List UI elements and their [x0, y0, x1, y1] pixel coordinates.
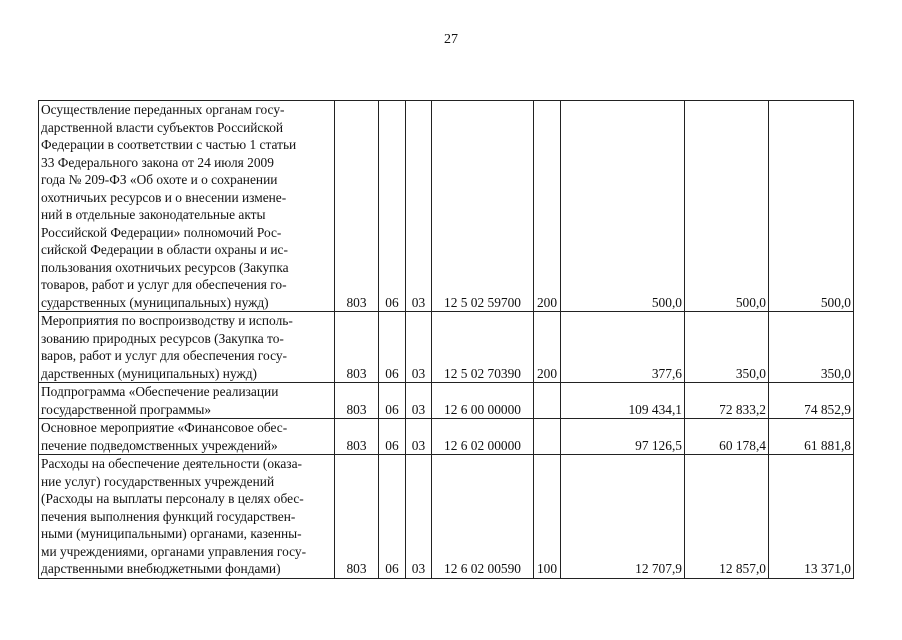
description-line: варов, работ и услуг для обеспечения госу- [41, 348, 287, 363]
subsection-code-cell: 03 [406, 101, 432, 312]
amount-year-2-cell: 60 178,4 [685, 419, 769, 455]
description-line: Подпрограмма «Обеспечение реализации [41, 384, 279, 399]
table-row [39, 383, 854, 419]
amount-year-2-cell: 500,0 [685, 101, 769, 312]
expense-description [41, 419, 332, 454]
description-line: пользования охотничьих ресурсов (Закупка [41, 259, 289, 275]
amount-year-1-cell: 12 707,9 [561, 455, 685, 579]
ministry-code-cell: 803 [335, 383, 379, 419]
expense-description [41, 455, 332, 578]
amount-year-1-cell: 500,0 [561, 101, 685, 312]
description-line: охотничьих ресурсов и о внесении измене- [41, 189, 287, 205]
description-line: Основное мероприятие «Финансовое обес- [41, 420, 288, 435]
description-line: (Расходы на выплаты персоналу в целях обес- [41, 491, 304, 506]
subsection-code-cell: 03 [406, 383, 432, 419]
description-line: дарственными внебюджетными фондами) [41, 561, 281, 576]
description-line: сударственных (муниципальных) нужд) [41, 294, 269, 310]
description-line: ными (муниципальными) органами, казенны- [41, 526, 302, 541]
amount-year-2-cell: 12 857,0 [685, 455, 769, 579]
description-line: зованию природных ресурсов (Закупка то- [41, 330, 284, 346]
ministry-code-cell: 803 [335, 455, 379, 579]
expense-name-cell [39, 312, 335, 383]
expense-description [41, 101, 332, 311]
expense-type-cell [534, 419, 561, 455]
target-article-cell: 12 6 00 00000 [432, 383, 534, 419]
section-code-cell: 06 [379, 383, 406, 419]
budget-table [38, 100, 854, 579]
amount-year-3-cell: 500,0 [769, 101, 854, 312]
description-line: печение подведомственных учреждений» [41, 437, 278, 453]
expense-description [41, 383, 332, 418]
expense-type-cell: 200 [534, 101, 561, 312]
description-line: Российской Федерации» полномочий Рос- [41, 224, 282, 240]
expense-name-cell [39, 101, 335, 312]
target-article-cell: 12 6 02 00000 [432, 419, 534, 455]
amount-year-3-cell: 61 881,8 [769, 419, 854, 455]
page-number: 27 [444, 32, 458, 47]
description-line: ние услуг) государственных учреждений [41, 473, 275, 489]
expense-type-cell: 200 [534, 312, 561, 383]
description-line: Мероприятия по воспроизводству и исполь- [41, 313, 293, 328]
expense-name-cell [39, 455, 335, 579]
amount-year-3-cell: 350,0 [769, 312, 854, 383]
subsection-code-cell: 03 [406, 312, 432, 383]
table-body [39, 101, 854, 579]
section-code-cell: 06 [379, 101, 406, 312]
subsection-code-cell: 03 [406, 419, 432, 455]
ministry-code-cell: 803 [335, 101, 379, 312]
expense-name-cell [39, 383, 335, 419]
expense-name-cell [39, 419, 335, 455]
section-code-cell: 06 [379, 312, 406, 383]
description-line: Осуществление переданных органам госу- [41, 102, 285, 117]
amount-year-3-cell: 13 371,0 [769, 455, 854, 579]
description-line: печения выполнения функций государствен- [41, 508, 296, 524]
target-article-cell: 12 5 02 70390 [432, 312, 534, 383]
table-row [39, 312, 854, 383]
amount-year-2-cell: 350,0 [685, 312, 769, 383]
description-line: 33 Федерального закона от 24 июля 2009 [41, 154, 274, 170]
description-line: года № 209-ФЗ «Об охоте и о сохранении [41, 172, 278, 187]
description-line: дарственной власти субъектов Российской [41, 119, 284, 135]
expense-type-cell [534, 383, 561, 419]
subsection-code-cell: 03 [406, 455, 432, 579]
section-code-cell: 06 [379, 455, 406, 579]
expense-description [41, 312, 332, 382]
target-article-cell: 12 6 02 00590 [432, 455, 534, 579]
description-line: Федерации в соответствии с частью 1 статьи [41, 137, 297, 152]
amount-year-1-cell: 377,6 [561, 312, 685, 383]
amount-year-3-cell: 74 852,9 [769, 383, 854, 419]
table-row [39, 455, 854, 579]
expense-type-cell: 100 [534, 455, 561, 579]
amount-year-2-cell: 72 833,2 [685, 383, 769, 419]
description-line: ми учреждениями, органами управления госу- [41, 543, 307, 559]
target-article-cell: 12 5 02 59700 [432, 101, 534, 312]
description-line: ний в отдельные законодательные акты [41, 207, 266, 222]
table-row [39, 101, 854, 312]
section-code-cell: 06 [379, 419, 406, 455]
description-line: дарственных (муниципальных) нужд) [41, 365, 257, 381]
description-line: товаров, работ и услуг для обеспечения го- [41, 277, 287, 292]
description-line: Расходы на обеспечение деятельности (оказа- [41, 456, 302, 471]
description-line: государственной программы» [41, 401, 212, 417]
amount-year-1-cell: 109 434,1 [561, 383, 685, 419]
ministry-code-cell: 803 [335, 419, 379, 455]
ministry-code-cell: 803 [335, 312, 379, 383]
table-row [39, 419, 854, 455]
amount-year-1-cell: 97 126,5 [561, 419, 685, 455]
description-line: сийской Федерации в области охраны и ис- [41, 242, 288, 257]
